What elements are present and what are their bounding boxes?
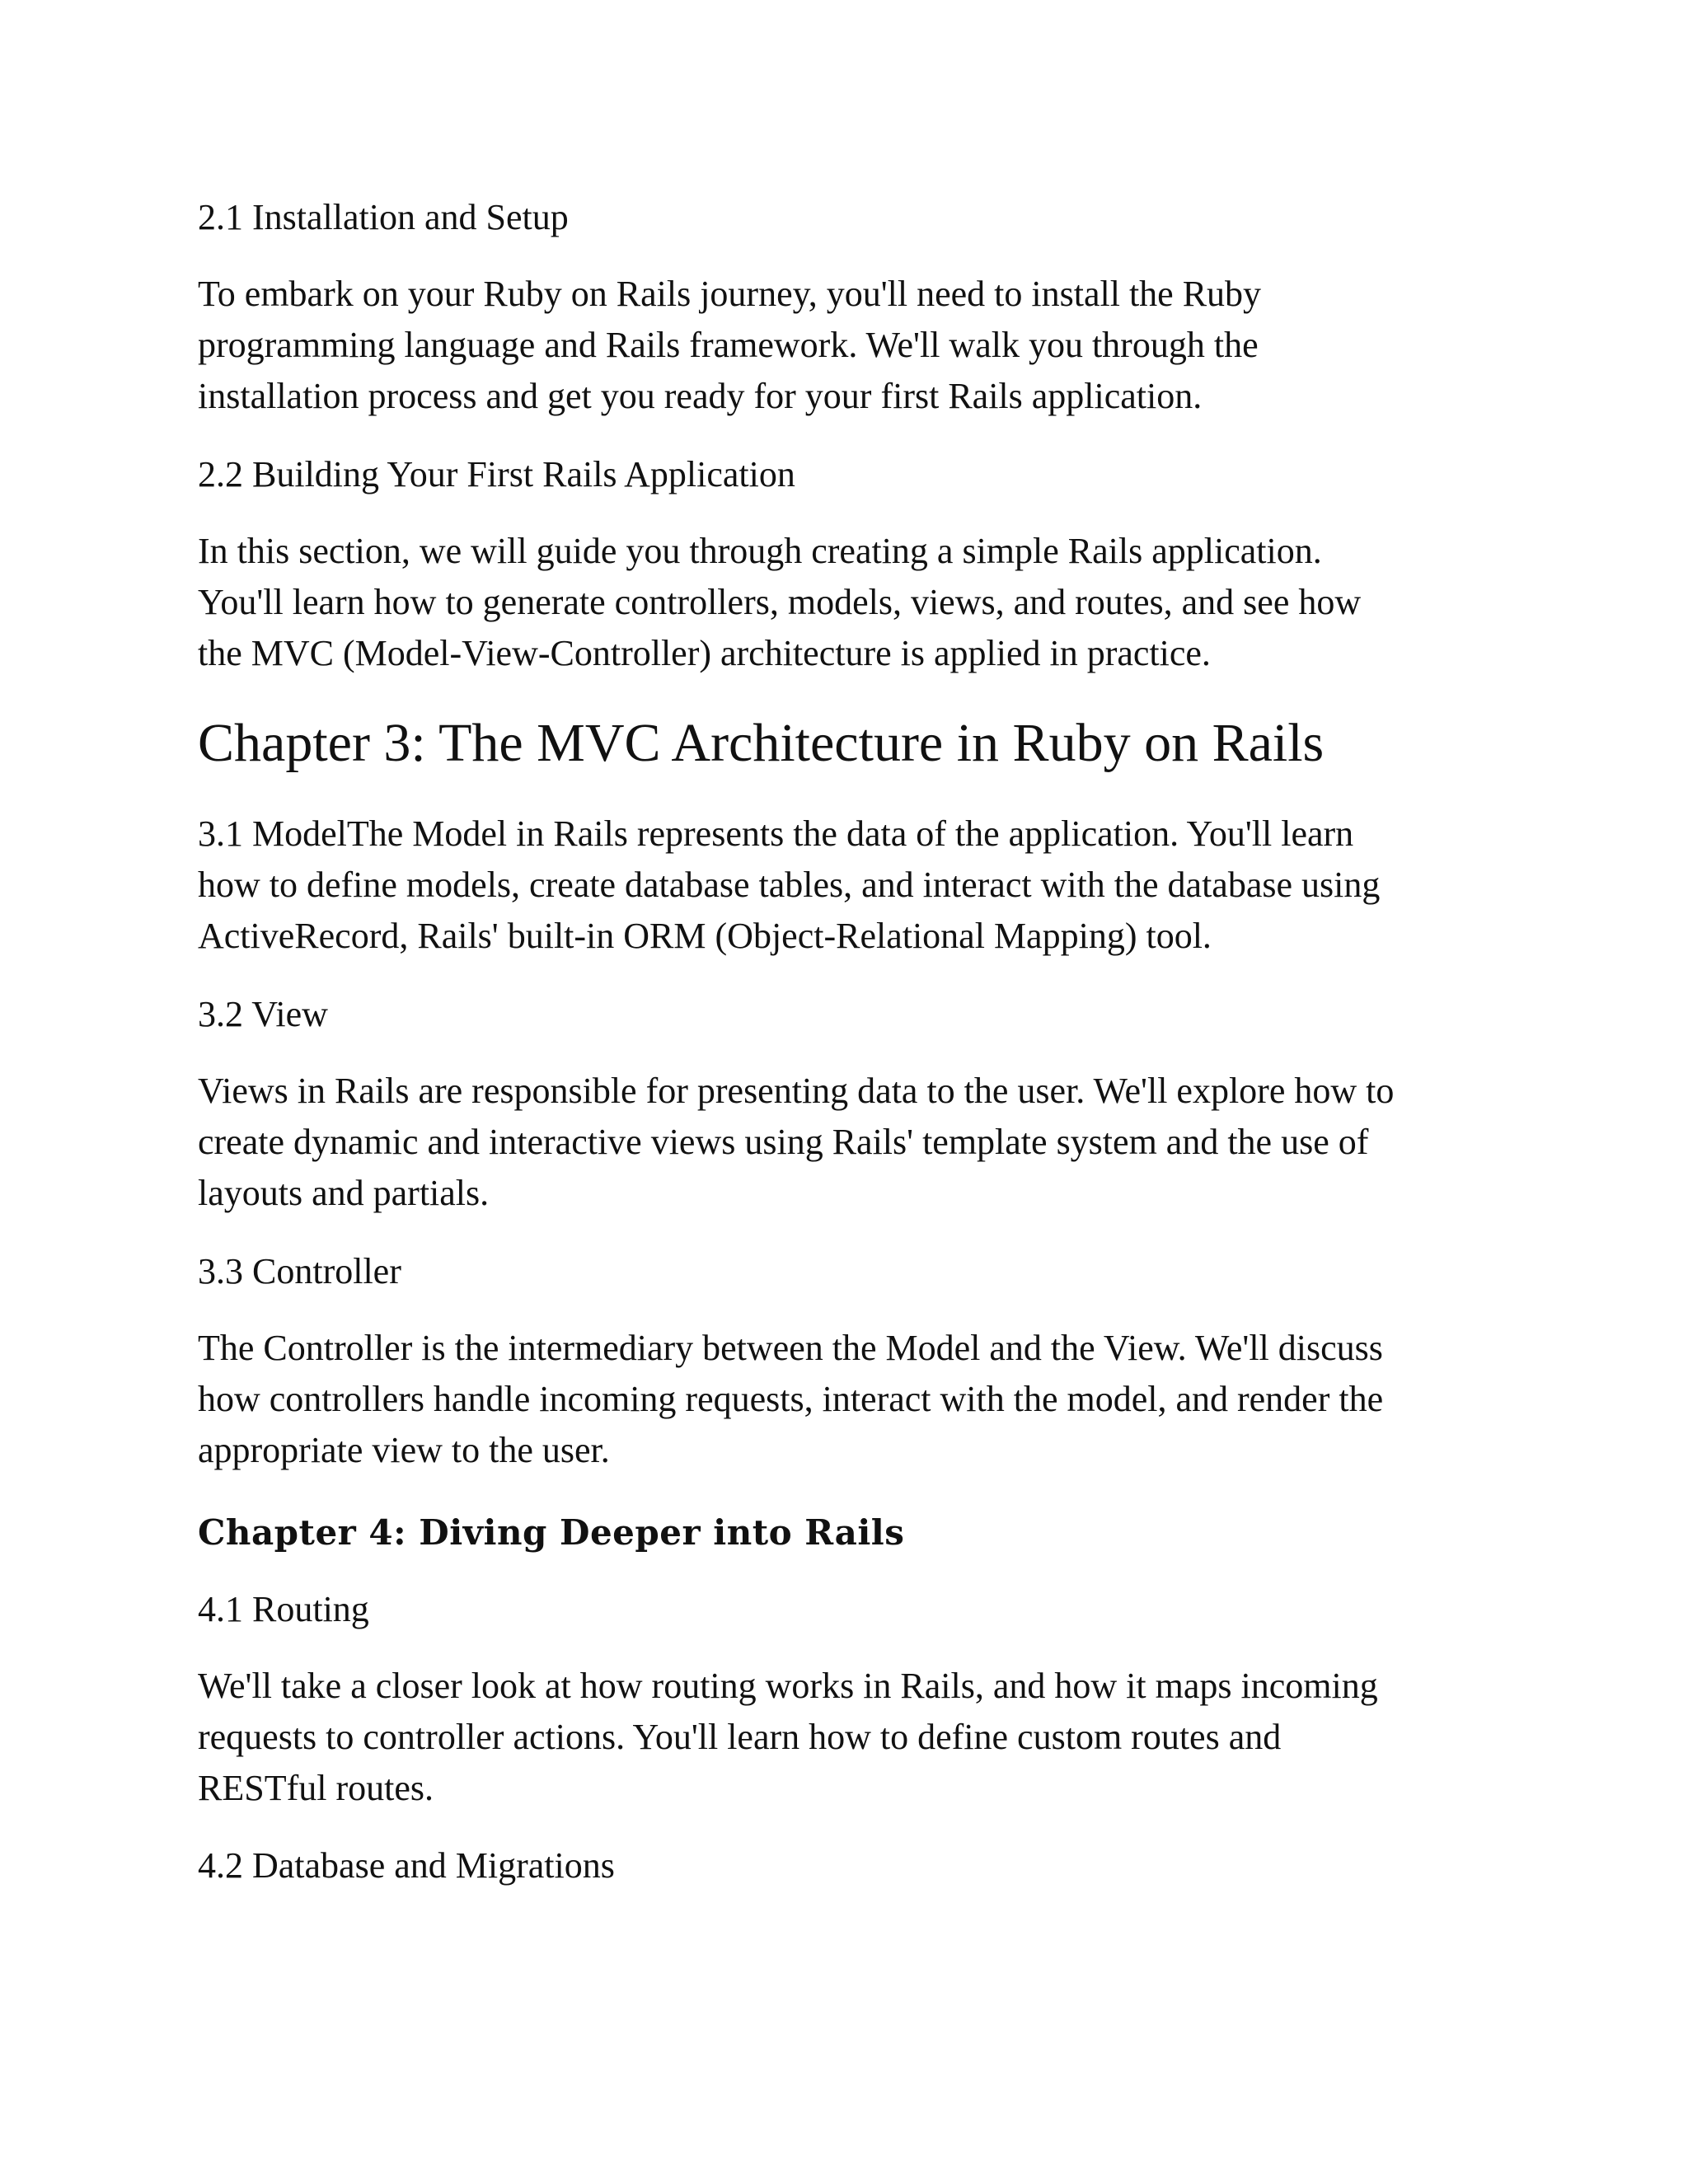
section-paragraph-4-1 — [198, 1661, 1500, 1814]
paragraph-line: 3.1 ModelThe Model in Rails represents the data of the application. You'll learn — [198, 813, 1354, 854]
paragraph-line: programming language and Rails framework. We'll walk you through the — [198, 325, 1259, 365]
paragraph-line: You'll learn how to generate controllers, models, views, and routes, and see how — [198, 582, 1362, 622]
section-heading-3-2: 3.2 View — [198, 994, 328, 1034]
paragraph-line: appropriate view to the user. — [198, 1430, 610, 1470]
paragraph-line: ActiveRecord, Rails' built-in ORM (Object-Relational Mapping) tool. — [198, 916, 1212, 956]
section-paragraph-3-2 — [198, 1066, 1500, 1219]
paragraph-line: To embark on your Ruby on Rails journey, you'll need to install the Ruby — [198, 274, 1262, 314]
paragraph-line: requests to controller actions. You'll learn how to define custom routes and — [198, 1717, 1282, 1757]
section-paragraph-3-3 — [198, 1323, 1500, 1476]
paragraph-line: how to define models, create database tables, and interact with the database using — [198, 865, 1381, 905]
paragraph-line: The Controller is the intermediary between the Model and the View. We'll discuss — [198, 1328, 1383, 1368]
paragraph-line: In this section, we will guide you through creating a simple Rails application. — [198, 531, 1322, 571]
chapter-4-title: Chapter 4: Diving Deeper into Rails — [198, 1512, 905, 1553]
section-heading-4-2: 4.2 Database and Migrations — [198, 1845, 615, 1886]
paragraph-line: RESTful routes. — [198, 1768, 434, 1808]
paragraph-line: how controllers handle incoming requests, interact with the model, and render the — [198, 1379, 1384, 1419]
section-heading-3-3: 3.3 Controller — [198, 1251, 401, 1291]
section-heading-4-1: 4.1 Routing — [198, 1589, 369, 1629]
chapter-3-title: Chapter 3: The MVC Architecture in Ruby on Rails — [198, 713, 1325, 773]
section-paragraph-2-1 — [198, 269, 1500, 422]
paragraph-line: layouts and partials. — [198, 1173, 490, 1213]
paragraph-line: We'll take a closer look at how routing works in Rails, and how it maps incoming — [198, 1666, 1378, 1706]
paragraph-line: create dynamic and interactive views using Rails' template system and the use of — [198, 1122, 1369, 1162]
paragraph-line: the MVC (Model-View-Controller) architecture is applied in practice. — [198, 633, 1211, 673]
section-paragraph-3-1 — [198, 808, 1500, 962]
paragraph-line: installation process and get you ready for your first Rails application. — [198, 376, 1203, 416]
paragraph-line: Views in Rails are responsible for presenting data to the user. We'll explore how to — [198, 1071, 1395, 1111]
section-heading-2-2: 2.2 Building Your First Rails Application — [198, 454, 795, 494]
section-heading-2-1: 2.1 Installation and Setup — [198, 197, 569, 237]
section-paragraph-2-2 — [198, 526, 1500, 679]
